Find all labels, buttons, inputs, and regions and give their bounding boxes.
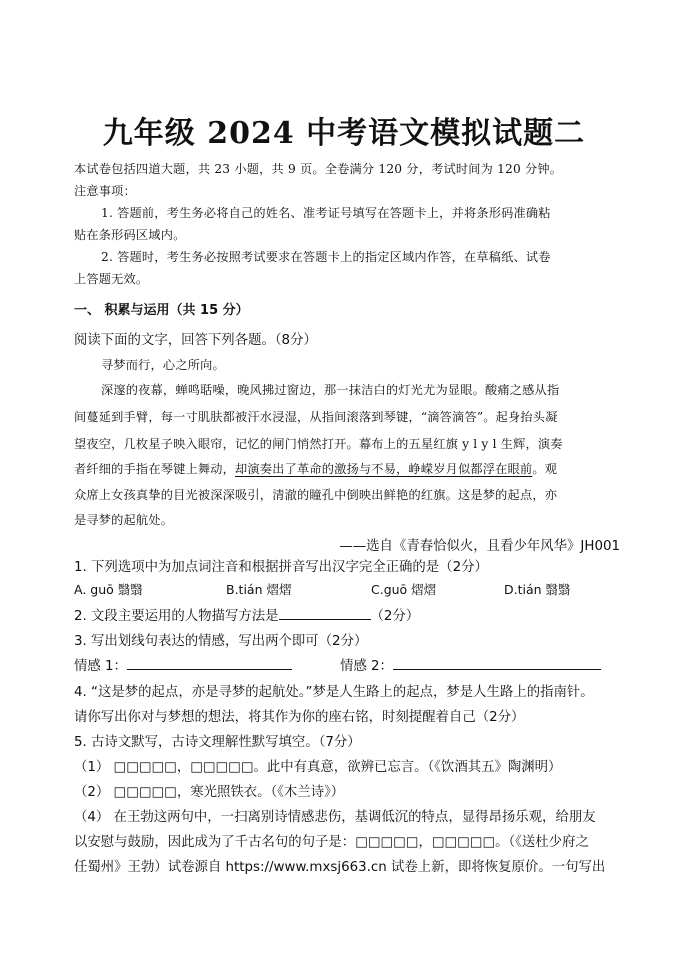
passage-text: 者纤细的手指在琴键上舞动， bbox=[74, 462, 236, 476]
question-4-line-1: 4. “这是梦的起点，亦是寻梦的起航处。”梦是人生路上的起点，梦是人生路上的指南针。 bbox=[74, 685, 594, 700]
emotion-1-blank[interactable] bbox=[127, 656, 292, 670]
passage-line: 众席上女孩真挚的目光被深深吸引，清澈的瞳孔中倒映出鲜艳的红旗。这是梦的起点，亦 bbox=[74, 488, 558, 502]
q5-item-4-line-3: 任蜀州》王勃）试卷源自 https://www.mxsj663.cn 试卷上新，即将恢复原价。一句写出 bbox=[74, 860, 606, 875]
underlined-sentence: 却演奏出了革命的激扬与不易，峥嵘岁月似都浮在眼前 bbox=[235, 462, 533, 476]
q5-item-2: （2） □□□□□，寒光照铁衣。（《木兰诗》） bbox=[74, 785, 345, 800]
question-3: 3. 写出划线句表达的情感，写出两个即可（2分） bbox=[74, 634, 368, 649]
q2-score: （2分） bbox=[370, 609, 420, 624]
page-title: 九年级 2024 中考语文模拟试题二 bbox=[102, 116, 586, 151]
q3-answers bbox=[74, 655, 620, 674]
q5-item-1: （1） □□□□□，□□□□□。此中有真意，欲辨已忘言。（《饮酒其五》陶渊明） bbox=[74, 760, 562, 775]
passage-line: 望夜空，几枚星子映入眼帘，记忆的闸门悄然打开。幕布上的五星红旗 y l y l 生辉，演奏 bbox=[74, 437, 563, 451]
question-2 bbox=[74, 605, 620, 624]
passage-line: 是寻梦的起航处。 bbox=[74, 513, 174, 527]
q5-item-4-line-2: 以安慰与鼓励，因此成为了千古名句的句子是：□□□□□，□□□□□。（《送杜少府之 bbox=[74, 835, 589, 850]
notice-heading: 注意事项： bbox=[74, 184, 136, 198]
emotion-1-label: 情感 1： bbox=[74, 659, 127, 674]
question-4-line-2: 请你写出你对与梦想的想法，将其作为你的座右铭，时刻提醒着自己（2分） bbox=[74, 710, 525, 725]
q1-option-b: B.tián 熠熠 bbox=[226, 582, 292, 597]
passage-line bbox=[74, 460, 620, 477]
question-5: 5. 古诗文默写，古诗文理解性默写填空。（7分） bbox=[74, 735, 361, 750]
reading-intro: 阅读下面的文字，回答下列各题。（8分） bbox=[74, 333, 317, 348]
q1-option-c: C.guō 熠熠 bbox=[371, 582, 437, 597]
q5-item-4-line-1: （4） 在王勃这两句中，一扫离别诗情感悲伤，基调低沉的特点，显得昂扬乐观，给朋友 bbox=[74, 810, 596, 825]
notice-2-line-1: 2. 答题时，考生务必按照考试要求在答题卡上的指定区域内作答，在草稿纸、试卷 bbox=[101, 250, 551, 264]
notice-1-line-2: 贴在条形码区域内。 bbox=[74, 228, 186, 242]
emotion-2-label: 情感 2： bbox=[339, 659, 393, 674]
notice-1-line-1: 1. 答题前，考生务必将自己的姓名、准考证号填写在答题卡上，并将条形码准确粘 bbox=[101, 206, 551, 220]
emotion-2-blank[interactable] bbox=[393, 656, 601, 670]
notice-2-line-2: 上答题无效。 bbox=[74, 272, 149, 286]
passage-source: ——选自《青春恰似火，且看少年风华》JH001 bbox=[339, 539, 620, 554]
q1-option-a: A. guō 翳翳 bbox=[74, 582, 143, 597]
passage-lead: 寻梦而行，心之所向。 bbox=[101, 358, 225, 372]
section-heading: 一、 积累与运用（共 15 分） bbox=[74, 303, 249, 318]
q2-text: 2. 文段主要运用的人物描写方法是 bbox=[74, 609, 279, 624]
q1-option-d: D.tián 翳翳 bbox=[504, 582, 571, 597]
passage-text: 。观 bbox=[532, 462, 558, 476]
exam-intro: 本试卷包括四道大题，共 23 小题，共 9 页。全卷满分 120 分，考试时间为 120 分钟。 bbox=[74, 162, 563, 176]
passage-line: 间蔓延到手臂，每一寸肌肤都被汗水浸湿，从指间滚落到琴键，“滴答滴答”。起身抬头凝 bbox=[74, 410, 558, 424]
passage-line: 深邃的夜幕，蝉鸣聒噪，晚风拂过窗边，那一抹洁白的灯光尤为显眼。酸痛之感从指 bbox=[101, 383, 560, 397]
question-1: 1. 下列选项中为加点词注音和根据拼音写出汉字完全正确的是（2分） bbox=[74, 560, 488, 575]
answer-blank[interactable] bbox=[279, 606, 371, 620]
